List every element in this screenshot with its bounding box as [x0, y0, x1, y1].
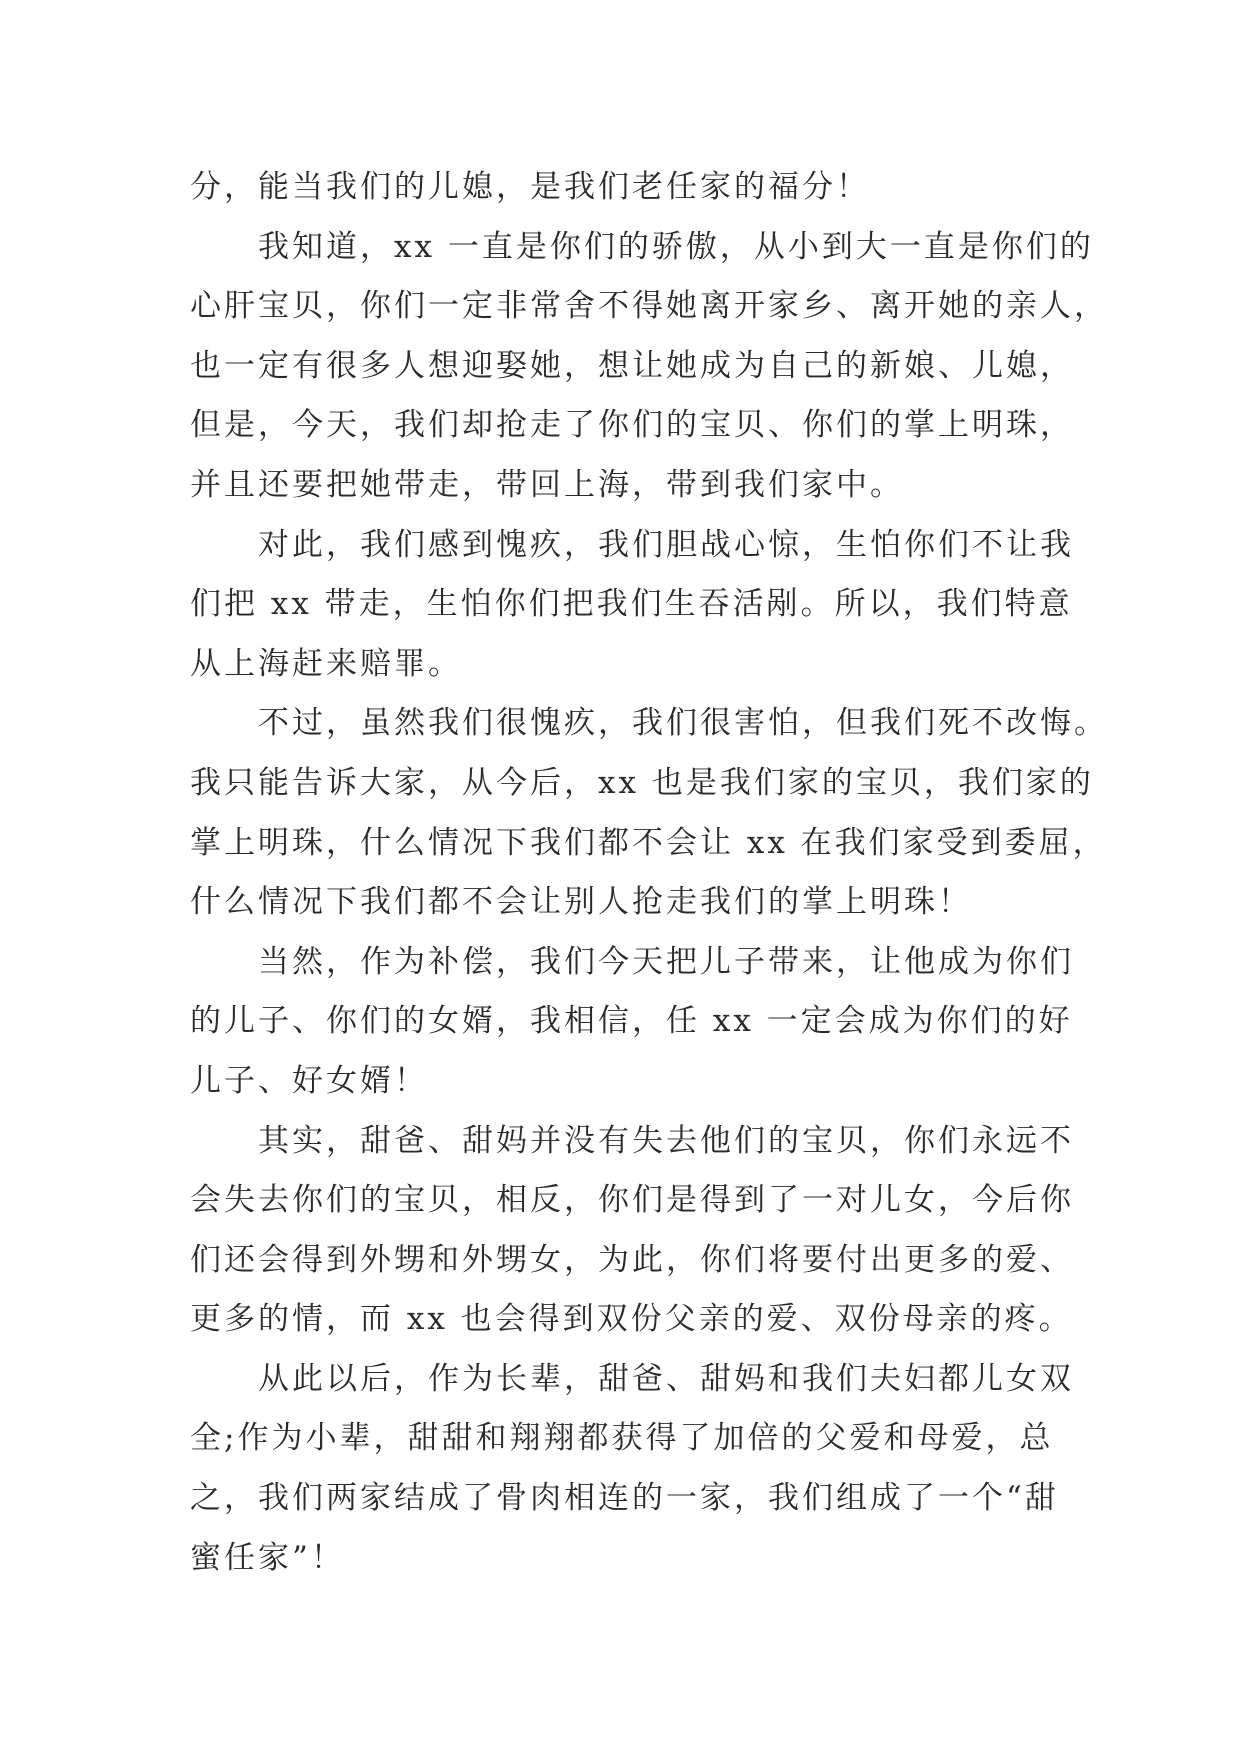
text-line: 不过，虽然我们很愧疚，我们很害怕，但我们死不改悔。	[258, 705, 1108, 742]
text-line: 的儿子、你们的女婿，我相信，任 xx 一定会成为你们的好	[190, 1003, 1073, 1040]
text-line: 心肝宝贝，你们一定非常舍不得她离开家乡、离开她的亲人，	[190, 288, 1108, 325]
body-text	[190, 158, 1108, 1588]
text-line: 们还会得到外甥和外甥女，为此，你们将要付出更多的爱、	[190, 1241, 1074, 1278]
text-line: 蜜任家”！	[190, 1539, 345, 1576]
text-line: 儿子、好女婿！	[190, 1062, 428, 1099]
text-line: 会失去你们的宝贝，相反，你们是得到了一对儿女，今后你	[190, 1182, 1074, 1219]
text-line: 掌上明珠，什么情况下我们都不会让 xx 在我们家受到委屈，	[190, 824, 1107, 861]
text-line: 更多的情，而 xx 也会得到双份父亲的爱、双份母亲的疼。	[190, 1301, 1073, 1338]
text-line: 之，我们两家结成了骨肉相连的一家，我们组成了一个“甜	[190, 1480, 1059, 1517]
text-line: 从此以后，作为长辈，甜爸、甜妈和我们夫妇都儿女双	[258, 1360, 1074, 1397]
text-line: 分，能当我们的儿媳，是我们老任家的福分！	[190, 169, 870, 205]
text-line: 什么情况下我们都不会让别人抢走我们的掌上明珠！	[190, 884, 972, 921]
text-line: 们把 xx 带走，生怕你们把我们生吞活剐。所以，我们特意	[190, 586, 1073, 623]
text-line: 并且还要把她带走，带回上海，带到我们家中。	[190, 466, 904, 503]
text-line: 从上海赶来赔罪。	[190, 645, 462, 682]
text-line: 我只能告诉大家，从今后，xx 也是我们家的宝贝，我们家的	[190, 764, 1094, 801]
text-line: 当然，作为补偿，我们今天把儿子带来，让他成为你们	[258, 943, 1074, 980]
text-line: 我知道，xx 一直是你们的骄傲，从小到大一直是你们的	[258, 228, 1094, 265]
text-line: 全;作为小辈，甜甜和翔翔都获得了加倍的父爱和母爱，总	[190, 1420, 1054, 1457]
text-line: 但是，今天，我们却抢走了你们的宝贝、你们的掌上明珠，	[190, 407, 1074, 444]
text-line: 对此，我们感到愧疚，我们胆战心惊，生怕你们不让我	[258, 526, 1074, 563]
text-line: 其实，甜爸、甜妈并没有失去他们的宝贝，你们永远不	[258, 1122, 1074, 1159]
text-line: 也一定有很多人想迎娶她，想让她成为自己的新娘、儿媳，	[190, 347, 1074, 384]
